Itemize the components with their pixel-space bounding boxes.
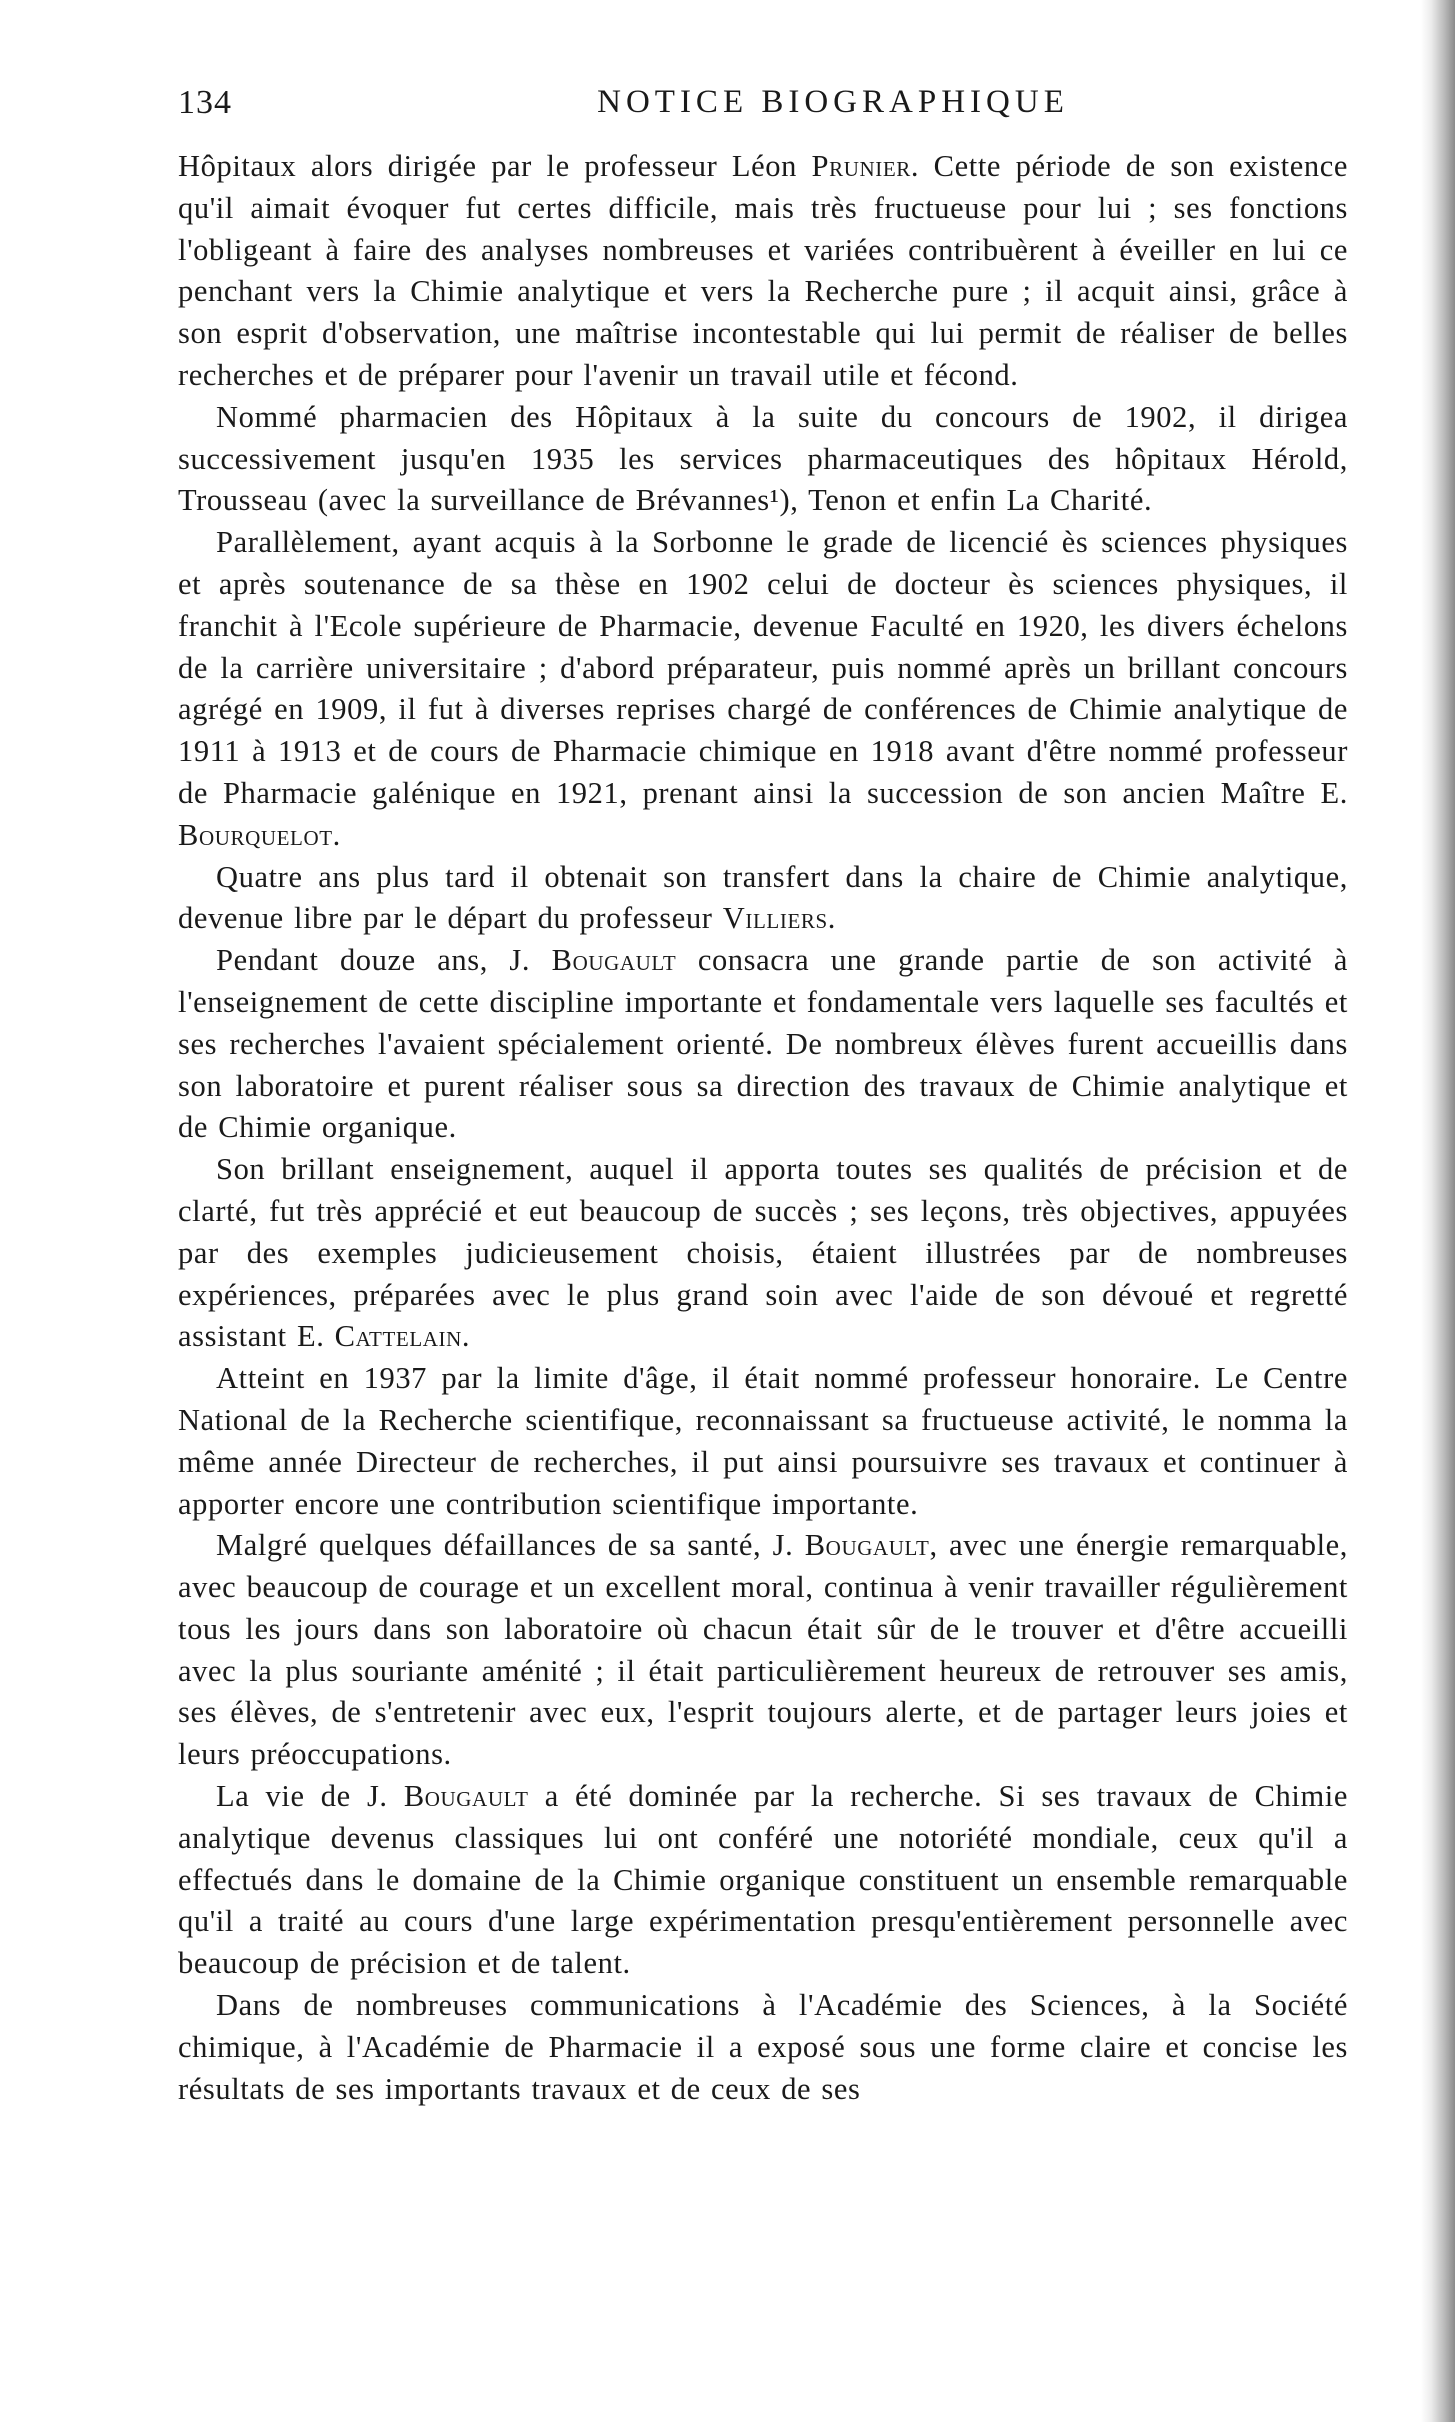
paragraph-text: Atteint en 1937 par la limite d'âge, il était nommé professeur honoraire. Le Centre National de la Recherche scientifique, reconnaissant sa fructueuse activité, le nomma la même année Directeur de recherches, il put ainsi poursuivre ses travaux et continuer à apporter encore une contribution scientifique importante. xyxy=(178,1361,1348,1521)
paragraph-text: Parallèlement, ayant acquis à la Sorbonne le grade de licencié ès sciences physiques et après soutenance de sa thèse en 1902 celui de docteur ès sciences physiques, il franchit à l'Ecole supérieure de Pharmacie, devenue Faculté en 1920, les divers échelons de la carrière universitaire ; d'abord préparateur, puis nommé après un brillant concours agrégé en 1909, il fut à diverses reprises chargé de conférences de Chimie analytique de 1911 à 1913 et de cours de Pharmacie chimique en 1918 avant d'être nommé professeur de Pharmacie galénique en 1921, prenant ainsi la succession de son ancien Maître E. xyxy=(178,525,1348,810)
author-name: Bougault xyxy=(551,943,677,978)
page-number: 134 xyxy=(178,84,232,121)
paragraph xyxy=(178,522,1348,856)
paragraph xyxy=(178,1525,1348,1776)
paragraph-text: La vie de J. xyxy=(216,1779,404,1814)
paragraph xyxy=(178,1358,1348,1525)
paragraph-text: . xyxy=(461,1319,471,1354)
paragraph-text: Quatre ans plus tard il obtenait son transfert dans la chaire de Chimie analytique, devenue libre par le départ du professeur xyxy=(178,859,1348,936)
paragraph-text: Hôpitaux alors dirigée par le professeur Léon xyxy=(178,149,812,183)
paragraph-text: , avec une énergie remarquable, avec beaucoup de courage et un excellent moral, continua à venir travailler régulièrement tous les jours dans son laboratoire où chacun était sûr de le trouver et d'être accueilli avec la plus souriante aménité ; il était particulièrement heureux de retrouver ses amis, ses élèves, de s'entretenir avec eux, l'esprit toujours alerte, et de partager leurs joies et leurs préoccupations. xyxy=(178,1528,1348,1772)
body-text xyxy=(178,146,1348,2110)
paragraph xyxy=(178,940,1348,1149)
paragraph xyxy=(178,1149,1348,1358)
paragraph-text: consacra une grande partie de son activité à l'enseignement de cette discipline importante et fondamentale vers laquelle ses facultés et ses recherches l'avaient spécialement orienté. De nombreux élèves furent accueillis dans son laboratoire et purent réaliser sous sa direction des travaux de Chimie analytique et de Chimie organique. xyxy=(178,943,1349,1145)
author-name: Bougault xyxy=(403,1779,529,1814)
author-name: Cattelain xyxy=(334,1319,462,1354)
paragraph xyxy=(178,857,1348,941)
paragraph xyxy=(178,146,1348,397)
paragraph-text: . xyxy=(332,817,341,852)
author-name: Villiers xyxy=(722,901,828,936)
paragraph-text: Malgré quelques défaillances de sa santé, J. xyxy=(216,1528,805,1563)
author-name: Bourquelot xyxy=(178,817,333,852)
scan-edge-shadow xyxy=(1421,0,1455,2422)
paragraph xyxy=(178,1985,1348,2110)
paragraph-text: . xyxy=(827,901,836,936)
author-name: Bougault xyxy=(804,1528,930,1563)
page-header xyxy=(178,76,1348,132)
paragraph-text: . Cette période de son existence qu'il aimait évoquer fut certes difficile, mais très fructueuse pour lui ; ses fonctions l'obligeant à faire des analyses nombreuses et variées contribuèrent à éveiller en lui ce penchant vers la Chimie analytique et vers la Recherche pure ; il acquit ainsi, grâce à son esprit d'observation, une maîtrise incontestable qui lui permit de réaliser de belles recherches et de préparer pour l'avenir un travail utile et fécond. xyxy=(178,149,1349,392)
author-name: Prunier xyxy=(811,149,911,183)
paragraph xyxy=(178,1776,1348,1985)
paragraph xyxy=(178,397,1348,522)
paragraph-text: a été dominée par la recherche. Si ses travaux de Chimie analytique devenus classiques lui ont conféré une notoriété mondiale, ceux qu'il a effectués dans le domaine de la Chimie organique constituent un ensemble remarquable qu'il a traité au cours d'une large expérimentation presqu'entièrement personnelle avec beaucoup de précision et de talent. xyxy=(178,1779,1348,1981)
paragraph-text: Nommé pharmacien des Hôpitaux à la suite du concours de 1902, il dirigea successivement jusqu'en 1935 les services pharmaceutiques des hôpitaux Hérold, Trousseau (avec la surveillance de Brévannes¹), Tenon et enfin La Charité. xyxy=(178,399,1348,518)
running-title: NOTICE BIOGRAPHIQUE xyxy=(597,84,1069,120)
paragraph-text: Pendant douze ans, J. xyxy=(216,943,552,978)
paragraph-text: Dans de nombreuses communications à l'Académie des Sciences, à la Société chimique, à l'Académie de Pharmacie il a exposé sous une forme claire et concise les résultats de ses importants travaux et de ceux de ses xyxy=(178,1988,1348,2106)
paragraph-text: Son brillant enseignement, auquel il apporta toutes ses qualités de précision et de clarté, fut très apprécié et eut beaucoup de succès ; ses leçons, très objectives, appuyées par des exemples judicieusement choisis, étaient illustrées par de nombreuses expériences, préparées avec le plus grand soin avec l'aide de son dévoué et regretté assistant E. xyxy=(178,1152,1348,1354)
